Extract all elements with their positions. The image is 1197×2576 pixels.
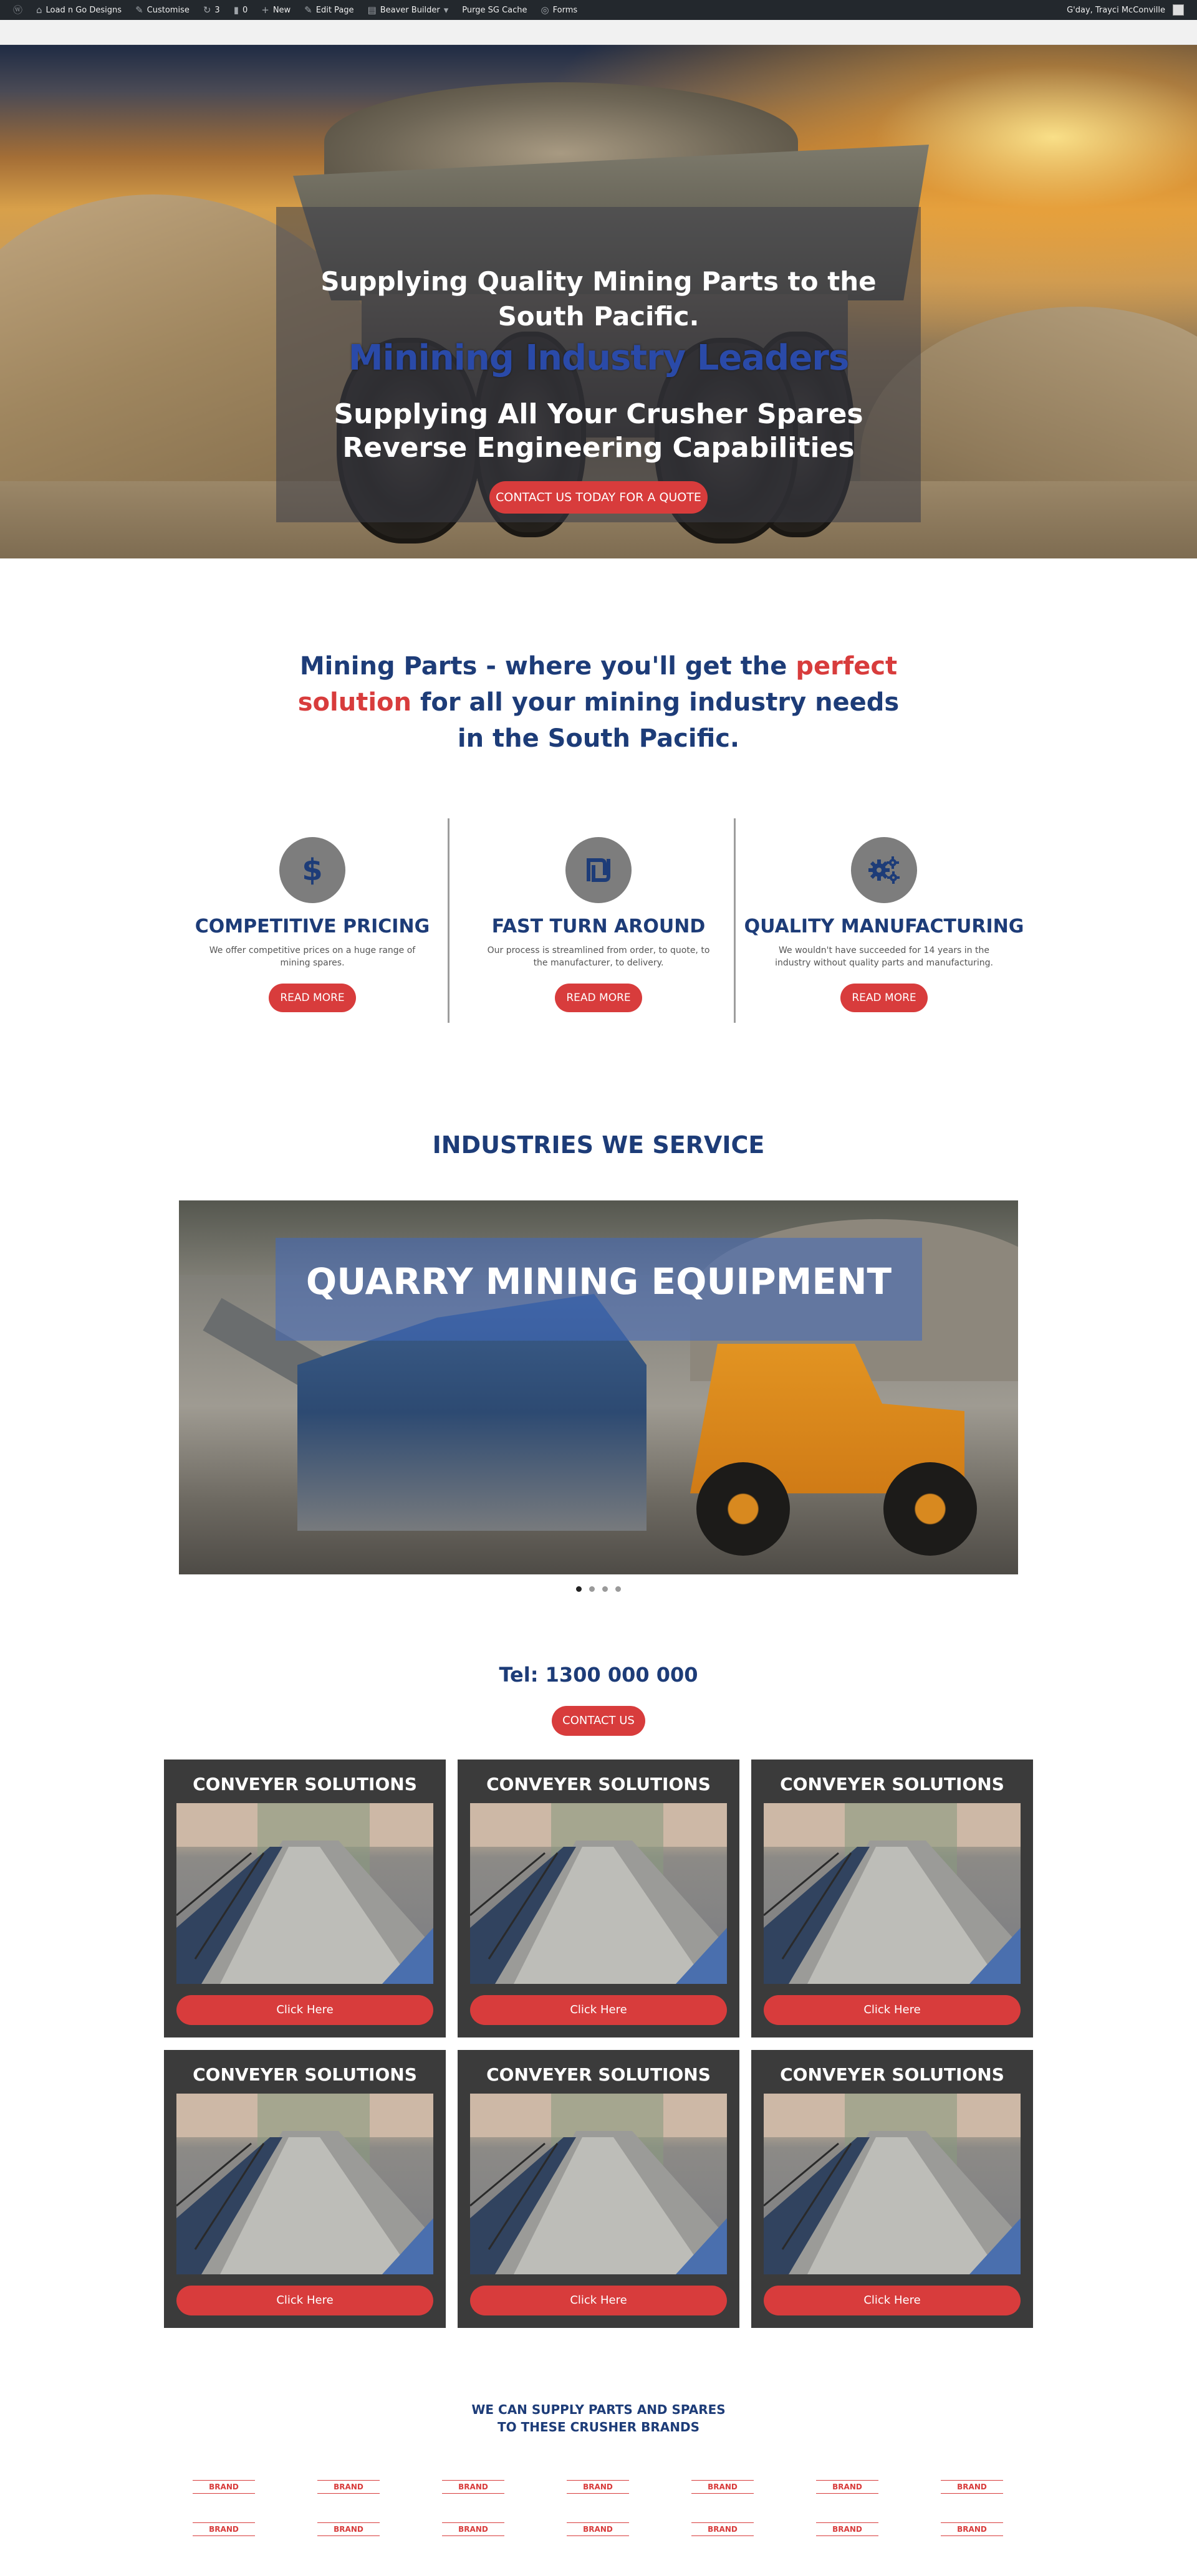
feature-icon-circle: [565, 837, 632, 903]
click-here-button[interactable]: Click Here: [764, 1995, 1021, 2025]
admin-forms[interactable]: [534, 0, 585, 20]
gears-icon: [865, 851, 903, 889]
brands-heading-line1: WE CAN SUPPLY PARTS AND SPARES: [471, 2402, 726, 2417]
beaver-builder-label: Beaver Builder: [380, 5, 440, 15]
pencil-icon: ✎: [304, 4, 312, 16]
solution-card: [164, 2050, 446, 2328]
solution-card: [458, 1760, 739, 2037]
brand-logo[interactable]: BRAND: [941, 2480, 1003, 2494]
conveyor-illustration: [470, 1803, 727, 1984]
brand-logo[interactable]: BRAND: [193, 2522, 255, 2536]
conveyor-illustration: [176, 2094, 433, 2274]
plus-icon: +: [261, 4, 269, 16]
feature-description: We offer competitive prices on a huge range of mining spares.: [209, 946, 416, 968]
feature-competitive-pricing: [170, 820, 455, 1022]
admin-new[interactable]: [254, 0, 297, 20]
hero-subheading-line1: Supplying All Your Crusher Spares: [334, 398, 863, 430]
admin-customise[interactable]: [128, 0, 196, 20]
solution-card-title: CONVEYER SOLUTIONS: [780, 1774, 1004, 1794]
read-more-button[interactable]: READ MORE: [555, 984, 642, 1012]
admin-bar: [0, 0, 1197, 20]
read-more-button[interactable]: READ MORE: [840, 984, 928, 1012]
solution-card-title: CONVEYER SOLUTIONS: [193, 2064, 417, 2085]
brand-logo[interactable]: BRAND: [567, 2522, 629, 2536]
slider-dot[interactable]: [576, 1586, 582, 1592]
wordpress-logo[interactable]: [6, 0, 29, 20]
wordpress-icon: ⓦ: [13, 4, 23, 16]
brands-heading: [0, 2401, 1197, 2436]
solution-card-title: CONVEYER SOLUTIONS: [486, 2064, 711, 2085]
click-here-button[interactable]: Click Here: [764, 2286, 1021, 2315]
conveyor-illustration: [176, 1803, 433, 1984]
avatar: [1173, 4, 1184, 16]
slider-dots: [576, 1586, 621, 1594]
hero-leaders-heading: Minining Industry Leaders: [348, 338, 849, 378]
click-here-button[interactable]: Click Here: [470, 1995, 727, 2025]
site-name-label: Load n Go Designs: [46, 5, 122, 15]
brand-logo[interactable]: BRAND: [816, 2480, 878, 2494]
feature-title: QUALITY MANUFACTURING: [744, 916, 1024, 937]
greeting-label: G'day, Trayci McConville: [1067, 5, 1165, 15]
brand-logo[interactable]: BRAND: [567, 2480, 629, 2494]
new-label: New: [272, 5, 291, 15]
click-here-button[interactable]: Click Here: [470, 2286, 727, 2315]
slide-caption: QUARRY MINING EQUIPMENT: [305, 1260, 892, 1303]
builder-icon: ▤: [367, 4, 377, 16]
admin-comments[interactable]: [227, 0, 255, 20]
conveyor-image: [764, 1803, 1021, 1984]
intro-text-part1: Mining Parts - where you'll get the: [299, 652, 796, 681]
slider-dot[interactable]: [589, 1586, 595, 1592]
brand-logo[interactable]: BRAND: [941, 2522, 1003, 2536]
brands-heading-line2: TO THESE CRUSHER BRANDS: [497, 2420, 700, 2435]
conveyor-image: [764, 2094, 1021, 2274]
feature-description: Our process is streamlined from order, to quote, to the manufacturer, to delivery.: [487, 946, 710, 968]
conveyor-image: [470, 1803, 727, 1984]
feature-divider: [448, 818, 449, 1023]
feature-description: We wouldn't have succeeded for 14 years in the industry without quality parts and manufacturing.: [775, 946, 993, 968]
comment-icon: ▮: [233, 4, 239, 16]
conveyor-illustration: [764, 1803, 1021, 1984]
read-more-button[interactable]: READ MORE: [269, 984, 356, 1012]
feature-title: FAST TURN AROUND: [491, 916, 706, 937]
site-header-bar: [0, 20, 1197, 45]
conveyor-image: [470, 2094, 727, 2274]
admin-account[interactable]: [1060, 0, 1191, 20]
brand-logo[interactable]: BRAND: [442, 2480, 504, 2494]
hero-headline: Supplying Quality Mining Parts to the South Pacific.: [320, 266, 877, 332]
caret-down-icon: ▾: [443, 4, 449, 16]
click-here-button[interactable]: Click Here: [176, 2286, 433, 2315]
solution-card-title: CONVEYER SOLUTIONS: [193, 1774, 417, 1794]
solution-card: [751, 2050, 1033, 2328]
hero-quote-button[interactable]: CONTACT US TODAY FOR A QUOTE: [489, 481, 708, 514]
hero-subheading: [276, 398, 921, 465]
svg-text:$: $: [302, 853, 323, 888]
slider-dot[interactable]: [615, 1586, 621, 1592]
industries-heading: INDUSTRIES WE SERVICE: [432, 1131, 765, 1159]
solution-card: [458, 2050, 739, 2328]
customise-label: Customise: [147, 5, 190, 15]
forms-label: Forms: [552, 5, 578, 15]
brand-logo[interactable]: BRAND: [691, 2480, 754, 2494]
brand-logo[interactable]: BRAND: [691, 2522, 754, 2536]
updates-count: 3: [214, 5, 220, 15]
feature-divider: [734, 818, 736, 1023]
admin-edit-page[interactable]: [297, 0, 360, 20]
purge-cache-label: Purge SG Cache: [462, 5, 527, 15]
shekel-icon: [580, 851, 617, 889]
forms-icon: ◎: [541, 4, 549, 16]
admin-purge-cache[interactable]: [455, 0, 534, 20]
conveyor-image: [176, 2094, 433, 2274]
click-here-button[interactable]: Click Here: [176, 1995, 433, 2025]
brand-logo[interactable]: BRAND: [442, 2522, 504, 2536]
intro-highlight: perfect solution: [297, 652, 898, 717]
feature-quality-manufacturing: [741, 820, 1027, 1022]
conveyor-illustration: [764, 2094, 1021, 2274]
admin-beaver-builder[interactable]: [361, 0, 456, 20]
brand-logo[interactable]: BRAND: [317, 2522, 380, 2536]
updates-icon: ↻: [203, 4, 211, 16]
intro-statement: [287, 648, 910, 757]
admin-site-name[interactable]: [29, 0, 128, 20]
hero-section: [0, 45, 1197, 558]
conveyor-image: [176, 1803, 433, 1984]
scroll-down-chevron-icon[interactable]: [585, 557, 610, 558]
solution-card-title: CONVEYER SOLUTIONS: [780, 2064, 1004, 2085]
contact-us-button[interactable]: CONTACT US: [552, 1706, 645, 1736]
hero-subheading-line2: Reverse Engineering Capabilities: [342, 432, 855, 464]
dollar-icon: [294, 851, 331, 889]
solution-card: [164, 1760, 446, 2037]
brush-icon: ✎: [135, 4, 143, 16]
slide-loader-wheel: [883, 1462, 977, 1556]
feature-fast-turn-around: [456, 820, 741, 1022]
conveyor-illustration: [470, 2094, 727, 2274]
brand-logo[interactable]: BRAND: [317, 2480, 380, 2494]
feature-icon-circle: [279, 837, 345, 903]
admin-updates[interactable]: [196, 0, 227, 20]
home-icon: ⌂: [36, 4, 42, 16]
brand-logo[interactable]: BRAND: [816, 2522, 878, 2536]
edit-page-label: Edit Page: [315, 5, 354, 15]
feature-title: COMPETITIVE PRICING: [195, 916, 430, 937]
brand-logo[interactable]: BRAND: [193, 2480, 255, 2494]
feature-icon-circle: [851, 837, 917, 903]
phone-number[interactable]: Tel: 1300 000 000: [499, 1663, 698, 1687]
solution-card-title: CONVEYER SOLUTIONS: [486, 1774, 711, 1794]
industries-slider[interactable]: [179, 1200, 1018, 1574]
slider-dot[interactable]: [602, 1586, 608, 1592]
solution-card: [751, 1760, 1033, 2037]
slide-loader-wheel: [696, 1462, 790, 1556]
comments-count: 0: [242, 5, 248, 15]
intro-text-part2: for all your mining industry needs in the South Pacific.: [411, 688, 900, 753]
